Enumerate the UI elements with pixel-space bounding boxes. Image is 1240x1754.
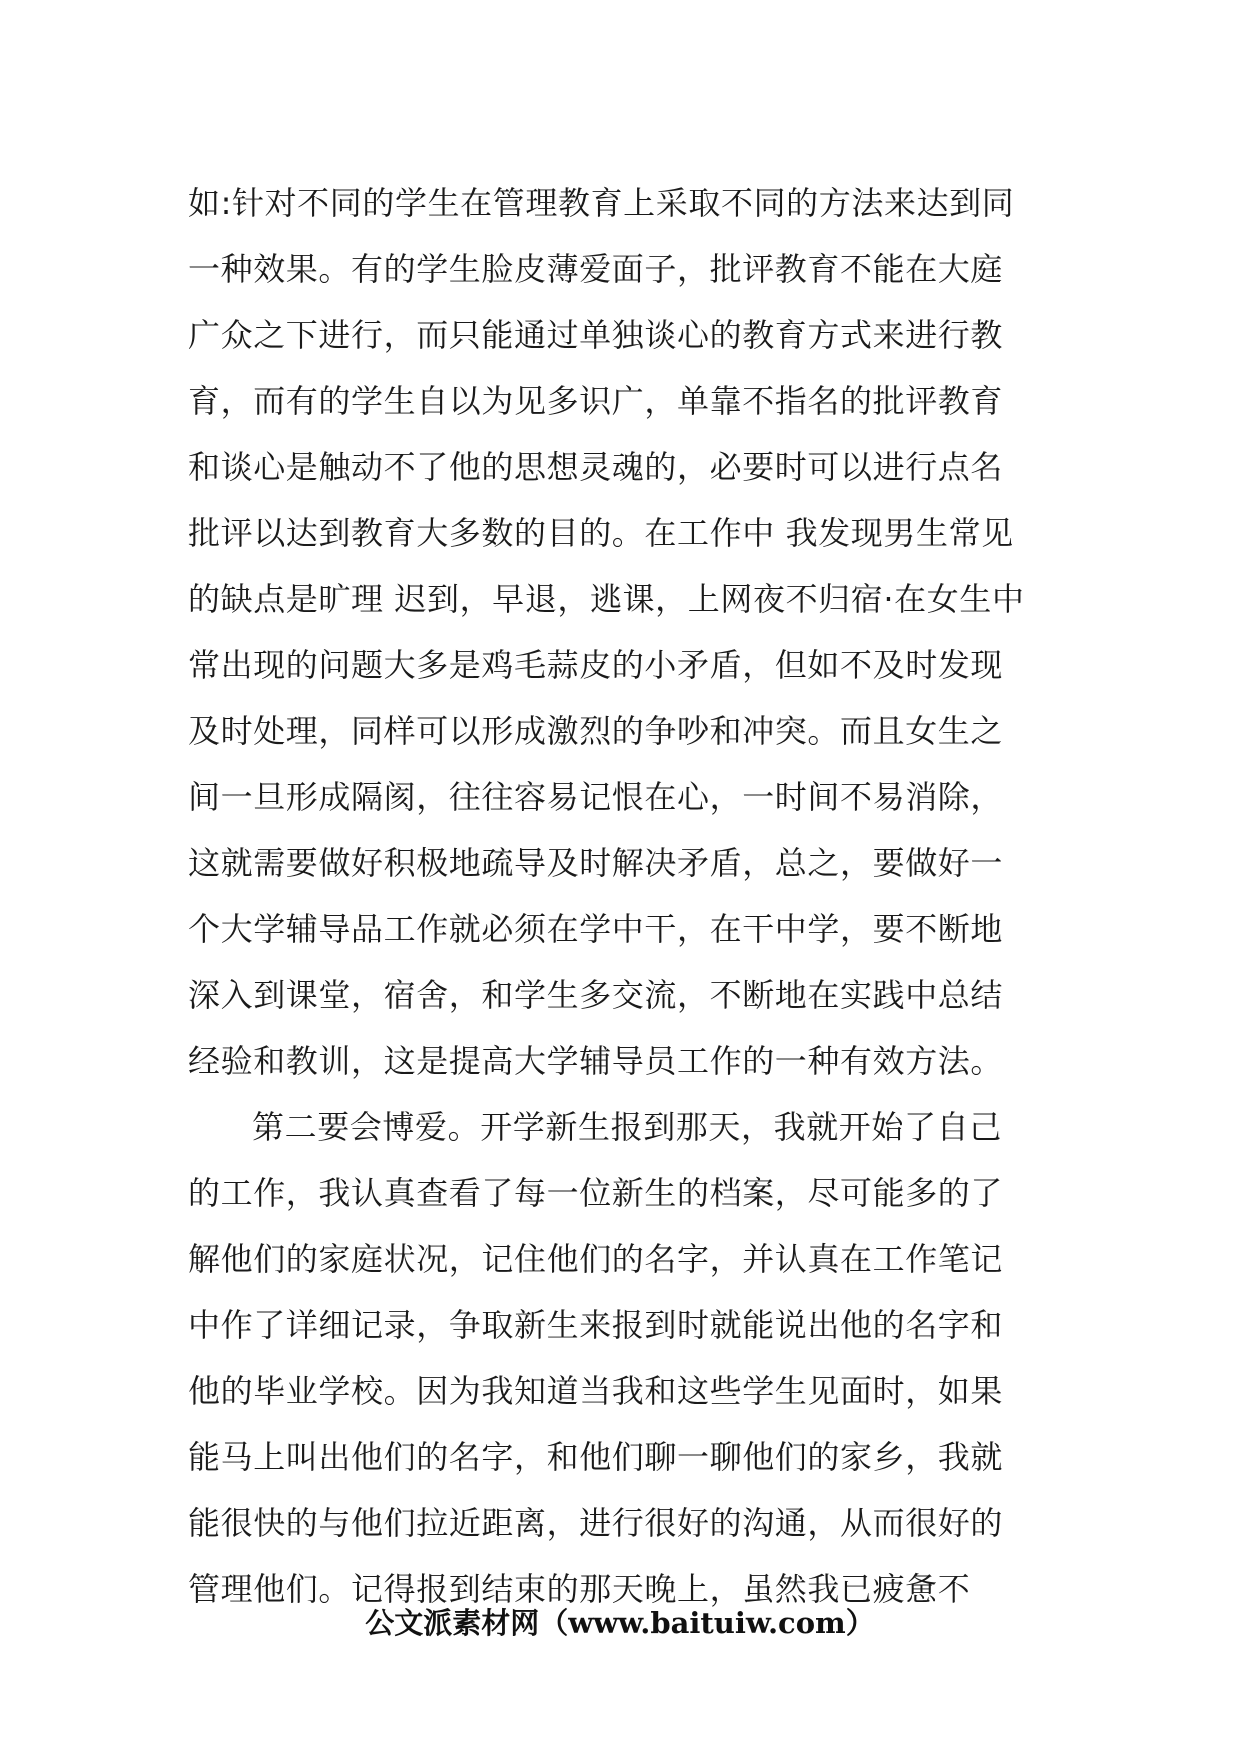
text-line: 的缺点是旷理 迟到，早退，逃课，上网夜不归宿·在女生中 [188, 580, 1025, 618]
text-line: 第二要会博爱。开学新生报到那天，我就开始了自己 [252, 1108, 1002, 1146]
text-line: 中作了详细记录，争取新生来报到时就能说出他的名字和 [188, 1306, 1004, 1344]
text-line: 和谈心是触动不了他的思想灵魂的，必要时可以进行点名 [188, 448, 1004, 486]
text-line: 管理他们。记得报到结束的那天晚上，虽然我已疲惫不 [188, 1570, 971, 1608]
text-line: 间一旦形成隔阂，往往容易记恨在心，一时间不易消除， [188, 778, 1004, 816]
text-line: 常出现的问题大多是鸡毛蒜皮的小矛盾，但如不及时发现 [188, 646, 1004, 684]
text-line: 能很快的与他们拉近距离，进行很好的沟通，从而很好的 [188, 1504, 1004, 1542]
text-line: 深入到课堂，宿舍，和学生多交流，不断地在实践中总结 [188, 976, 1004, 1014]
footer-watermark: 公文派素材网（www.baituiw.com） [365, 1606, 875, 1640]
text-line: 解他们的家庭状况，记住他们的名字，并认真在工作笔记 [188, 1240, 1004, 1278]
text-line: 批评以达到教育大多数的目的。在工作中 我发现男生常见 [188, 514, 1014, 552]
text-line: 个大学辅导品工作就必须在学中干，在干中学，要不断地 [188, 910, 1004, 948]
text-line: 的工作，我认真查看了每一位新生的档案，尽可能多的了 [188, 1174, 1004, 1212]
text-line: 育，而有的学生自以为见多识广，单靠不指名的批评教育 [188, 382, 1004, 420]
text-line: 及时处理，同样可以形成激烈的争吵和冲突。而且女生之 [188, 712, 1004, 750]
document-body [188, 170, 1058, 1622]
text-line: 他的毕业学校。因为我知道当我和这些学生见面时，如果 [188, 1372, 1004, 1410]
text-line: 一种效果。有的学生脸皮薄爱面子，批评教育不能在大庭 [188, 250, 1004, 288]
text-line: 能马上叫出他们的名字，和他们聊一聊他们的家乡，我就 [188, 1438, 1004, 1476]
text-line: 这就需要做好积极地疏导及时解决矛盾，总之，要做好一 [188, 844, 1004, 882]
text-line: 如:针对不同的学生在管理教育上采取不同的方法来达到同 [188, 184, 1015, 222]
text-line: 经验和教训，这是提高大学辅导员工作的一种有效方法。 [188, 1042, 1004, 1080]
text-line: 广众之下进行，而只能通过单独谈心的教育方式来进行教 [188, 316, 1004, 354]
